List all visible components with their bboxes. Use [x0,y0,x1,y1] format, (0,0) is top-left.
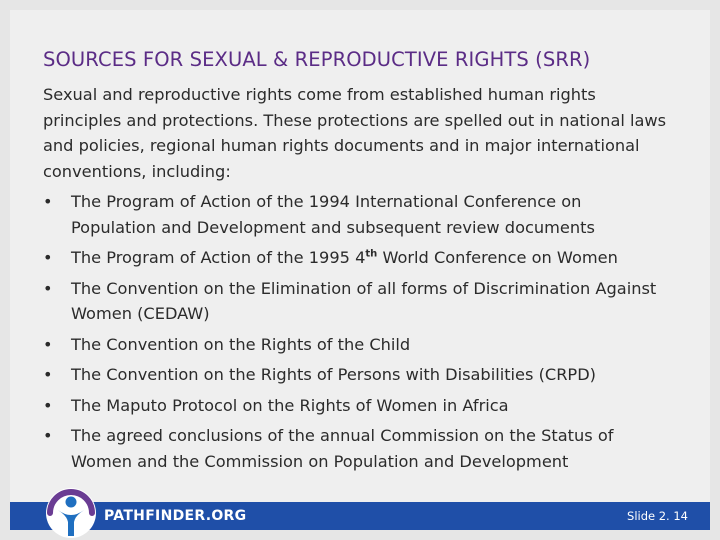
bullet-text: The Program of Action of the 1994 International Conference on Population and Development and subsequent review documents [71,192,595,237]
slide-body [43,82,668,474]
footer-bar [10,502,710,530]
bullet-dot: • [43,192,53,211]
bullet-dot: • [43,365,53,384]
pathfinder-logo-icon [44,486,98,540]
bullet-text: The Convention on the Rights of the Child [71,334,411,354]
bullet-list [43,189,668,474]
bullet-text: The Convention on the Rights of Persons with Disabilities (CRPD) [71,365,596,384]
footer-site-link[interactable]: PATHFINDER.ORG [104,508,247,524]
bullet-item [43,393,668,419]
bullet-item [43,189,668,240]
bullet-item [43,423,668,474]
bullet-dot: • [43,395,53,415]
intro-paragraph: Sexual and reproductive rights come from established human rights principles and protections. These protections are spelled out in national laws and policies, regional human rights documents and in major international conventions, including: [43,85,667,181]
bullet-item [43,245,668,271]
bullet-dot: • [43,248,53,267]
bullet-item [43,332,668,358]
bullet-dot: • [43,334,53,354]
slide-number: Slide 2. 14 [627,509,688,523]
ordinal-suffix: th [365,248,378,260]
bullet-text-part: The Program of Action of the 1995 4 [71,248,366,267]
bullet-text: The Convention on the Elimination of all forms of Discrimination Against Women (CEDAW) [71,278,657,323]
bullet-dot: • [43,426,53,445]
bullet-text: The Maputo Protocol on the Rights of Women in Africa [71,395,509,415]
bullet-text-part: World Conference on Women [377,248,618,267]
bullet-item [43,276,668,327]
bullet-text: The agreed conclusions of the annual Commission on the Status of Women and the Commission on Population and Development [71,426,614,471]
bullet-item [43,362,668,388]
slide-title: SOURCES FOR SEXUAL & REPRODUCTIVE RIGHTS (SRR) [43,48,591,71]
bullet-text [71,248,618,267]
bullet-dot: • [43,278,53,298]
